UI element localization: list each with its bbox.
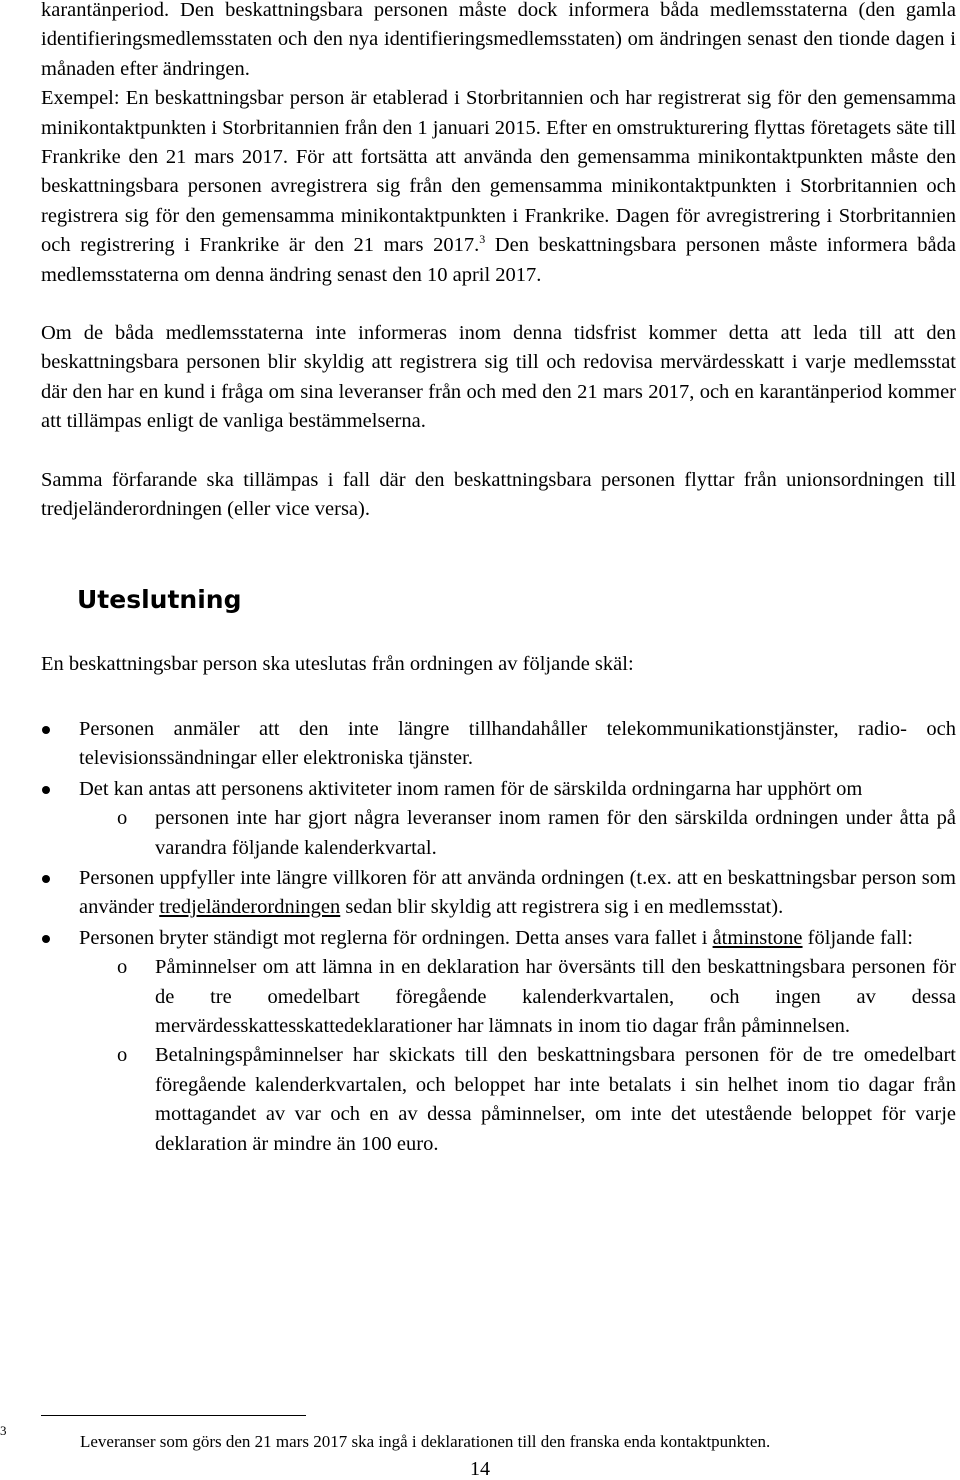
exclusion-list — [41, 715, 956, 1159]
sub-list-item — [79, 1041, 956, 1159]
sub-bullet-icon: o — [117, 956, 128, 979]
list-item — [41, 775, 956, 863]
list-item — [41, 924, 956, 1159]
sub-bullet-icon: o — [117, 1044, 128, 1067]
bullet-icon — [42, 786, 50, 794]
list-item — [41, 715, 956, 774]
sub-list — [79, 804, 956, 863]
list-item-text: Det kan antas att personens aktiviteter inom ramen för de särskilda ordningarna har upphört om — [79, 777, 863, 800]
list-item-text-tail: följande fall: — [802, 926, 913, 949]
footnote-divider — [41, 1415, 306, 1416]
document-body — [41, 0, 956, 1160]
list-item-text: Personen uppfyller inte längre villkoren för att använda ordningen (t.ex. att en beskattningsbar person som använder — [79, 866, 956, 919]
section-intro: En beskattningsbar person ska uteslutas från ordningen av följande skäl: — [41, 652, 634, 675]
list-item-text: Personen bryter ständigt mot reglerna för ordningen. Detta anses vara fallet i — [79, 926, 713, 949]
example-text: Exempel: En beskattningsbar person är etablerad i Storbritannien och har registrerat sig för den gemensamma minikontaktpunkten i Storbritannien från den 1 januari 2015. Efter en omstrukturering flyttas företagets säte till Frankrike den 21 mars 2017. För att fortsätta att använda den gemensamma minikontaktpunkten måste den beskattningsbara personen avregistrera sig från den gemensamma minikontaktpunkten i Storbritannien och registrera sig för den gemensamma minikontaktpunkten i Frankrike. Dagen för avregistrering i Storbritannien och registrering i Frankrike är den 21 mars 2017. — [41, 87, 956, 257]
sub-list-item-text: personen inte har gjort några leveranser inom ramen för den särskilda ordningen under åtta på varandra följande kalenderkvartal. — [155, 807, 956, 859]
bullet-icon — [42, 935, 50, 943]
list-item-text-tail: sedan blir skyldig att registrera sig i en medlemsstat). — [340, 896, 784, 919]
page-number: 14 — [470, 1458, 490, 1480]
sub-list-item-text: Påminnelser om att lämna in en deklaration har översänts till den beskattningsbara personen för de tre omedelbart föregående kalenderkvartalen, och ingen av dessa mervärdesskattesskattedeklarationer har lämnats in inom tio dagar från påminnelsen. — [155, 956, 956, 1037]
paragraph-example — [41, 84, 956, 290]
footnote-reference[interactable]: 3 — [479, 232, 486, 247]
sub-list-item — [79, 953, 956, 1041]
footnote-number: 3 — [0, 1423, 7, 1438]
example-text-tail: Den beskattningsbara personen måste informera båda medlemsstaterna om denna ändring senast den 10 april 2017. — [41, 234, 956, 286]
paragraph-quarantine: karantänperiod. Den beskattningsbara personen måste dock informera båda medlemsstaterna (den gamla identifieringsmedlemsstaten och den nya identifieringsmedlemsstaten) om ändringen senast den tionde dagen i månaden efter ändringen. — [41, 0, 956, 80]
bullet-icon — [42, 875, 50, 883]
link-tredjelanderordningen[interactable]: tredjeländerordningen — [159, 896, 341, 919]
sub-list-item — [79, 804, 956, 863]
list-item — [41, 864, 956, 923]
section-heading: Uteslutning — [77, 584, 242, 614]
paragraph-same-procedure: Samma förfarande ska tillämpas i fall där den beskattningsbara personen flyttar från unionsordningen till tredjeländerordningen (eller vice versa). — [41, 468, 956, 521]
bullet-icon — [42, 726, 50, 734]
paragraph-deadline: Om de båda medlemsstaterna inte informeras inom denna tidsfrist kommer detta att leda till att den beskattningsbara personen blir skyldig att registrera sig till och redovisa mervärdesskatt i varje medlemsstat där den har en kund i fråga om sina leveranser från och med den 21 mars 2017, och en karantänperiod kommer att tillämpas enligt de vanliga bestämmelserna. — [41, 322, 956, 433]
sub-list — [79, 953, 956, 1159]
list-item-text: Personen anmäler att den inte längre tillhandahåller telekommunikationstjänster, radio- och televisionssändningar eller elektroniska tjänster. — [79, 717, 956, 770]
link-atminstone[interactable]: åtminstone — [712, 926, 803, 949]
footnote-text: Leveranser som görs den 21 mars 2017 ska ingå i deklarationen till den franska enda kontaktpunkten. — [80, 1432, 771, 1451]
sub-list-item-text: Betalningspåminnelser har skickats till den beskattningsbara personen för de tre omedelbart föregående kalenderkvartalen, och beloppet har inte betalats i sin helhet inom tio dagar från mottagandet av var och en av dessa påminnelser, om inte det utestående beloppet för varje deklaration är mindre än 100 euro. — [155, 1044, 956, 1155]
sub-bullet-icon: o — [117, 807, 128, 830]
